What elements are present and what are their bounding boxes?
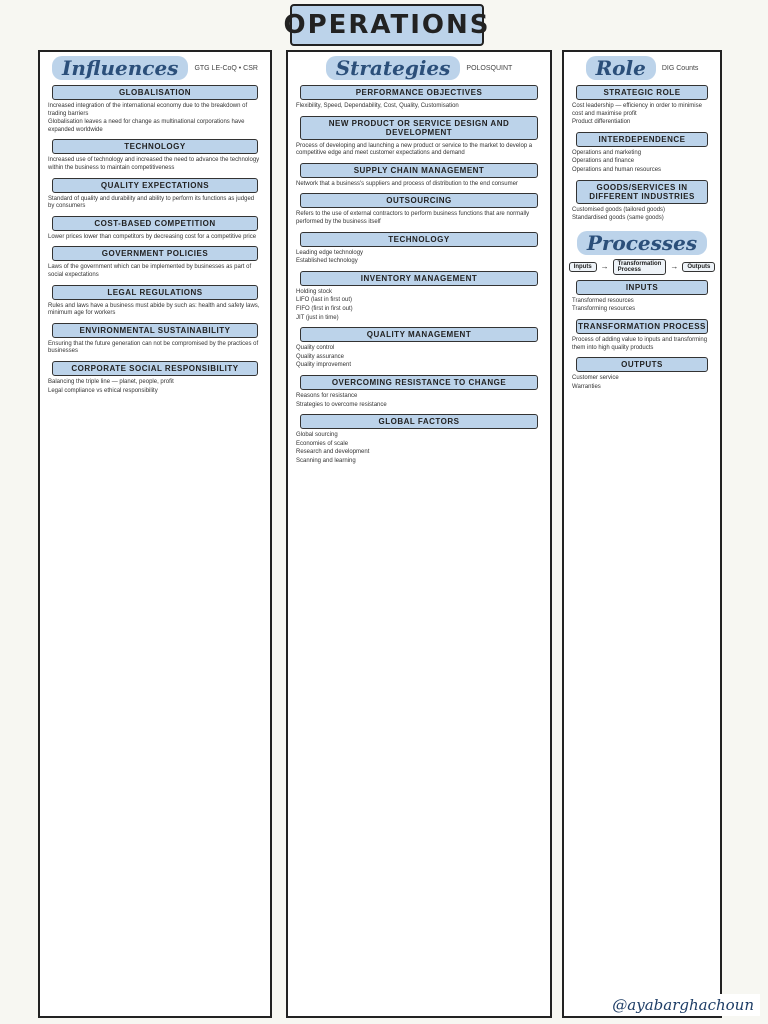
strategies-sections xyxy=(294,85,544,465)
section-text: Ensuring that the future generation can not be compromised by the practices of businesses xyxy=(48,340,259,355)
section-text: Legal compliance vs ethical responsibility xyxy=(48,387,158,394)
section-text: Lower prices lower than competitors by decreasing cost for a competitive price xyxy=(48,233,257,240)
flow-inputs: Inputs xyxy=(569,262,597,272)
section-title: OUTPUTS xyxy=(576,357,708,372)
role-heading: Role xyxy=(586,56,656,80)
influences-column xyxy=(38,50,272,1018)
section-text: Process of developing and launching a new product or service to the market to develop a competitive edge and meet customer expectations and demand xyxy=(296,142,533,157)
section-text: Quality assurance xyxy=(296,353,345,360)
process-sections xyxy=(570,280,714,392)
section-title: LEGAL REGULATIONS xyxy=(52,285,258,300)
section-text: Strategies to overcome resistance xyxy=(296,401,387,408)
section-text: Operations and human resources xyxy=(572,166,662,173)
section-text: Increased integration of the international economy due to the breakdown of trading barriers xyxy=(48,103,248,117)
section-title: COST-BASED COMPETITION xyxy=(52,216,258,231)
section-text: Warranties xyxy=(572,383,601,390)
author-handle: @ayabarghachoun xyxy=(606,994,760,1016)
section-text: Quality control xyxy=(296,345,335,352)
arrow-right-icon: → xyxy=(670,262,679,272)
role-column xyxy=(562,50,722,1018)
process-flow xyxy=(570,259,714,275)
section-text: Globalisation leaves a need for change as multinational corporations have expanded worldwide xyxy=(48,119,245,133)
processes-heading: Processes xyxy=(577,231,707,255)
section-text: Customer service xyxy=(572,375,619,382)
arrow-right-icon: → xyxy=(600,262,609,272)
influences-heading: Influences xyxy=(52,56,188,80)
section-title: PERFORMANCE OBJECTIVES xyxy=(300,85,538,100)
section-text: Scanning and learning xyxy=(296,457,356,464)
section-text: Rules and laws have a business must abide by such as: health and safety laws, minimum age for workers xyxy=(48,302,260,317)
strategies-tag: POLOSQUINT xyxy=(466,64,513,72)
section-title: INTERDEPENDENCE xyxy=(576,132,708,147)
section-title: INPUTS xyxy=(576,280,708,295)
section-text: Economies of scale xyxy=(296,440,349,447)
section-title: INVENTORY MANAGEMENT xyxy=(300,271,538,286)
section-title: GLOBAL FACTORS xyxy=(300,414,538,429)
section-title: OUTSOURCING xyxy=(300,193,538,208)
strategies-heading: Strategies xyxy=(326,56,461,80)
section-title: ENVIRONMENTAL SUSTAINABILITY xyxy=(52,323,258,338)
flow-outputs: Outputs xyxy=(682,262,715,272)
strategies-column xyxy=(286,50,552,1018)
section-text: Cost leadership — efficiency in order to minimise cost and maximise profit xyxy=(572,103,702,117)
section-text: Standard of quality and durability and ability to perform its functions as judged by consumers xyxy=(48,195,255,210)
section-title: SUPPLY CHAIN MANAGEMENT xyxy=(300,163,538,178)
influences-sections xyxy=(46,85,264,395)
flow-transformation: Transformation Process xyxy=(613,259,667,275)
processes-header xyxy=(570,231,714,255)
section-text: Laws of the government which can be implemented by businesses as part of social expectations xyxy=(48,264,252,278)
section-text: Network that a business's suppliers and process of distribution to the end consumer xyxy=(296,180,518,187)
section-text: Leading edge technology xyxy=(296,249,364,256)
section-title: GOODS/SERVICES IN DIFFERENT INDUSTRIES xyxy=(576,180,708,204)
section-title: GLOBALISATION xyxy=(52,85,258,100)
section-title: TECHNOLOGY xyxy=(300,232,538,247)
section-text: Flexibility, Speed, Dependability, Cost, Quality, Customisation xyxy=(296,103,459,109)
section-text: Global sourcing xyxy=(296,432,338,439)
section-title: OVERCOMING RESISTANCE TO CHANGE xyxy=(300,375,538,390)
section-text: Increased use of technology and increased the need to advance the technology within the business to maintain competitiveness xyxy=(48,157,260,171)
section-title: STRATEGIC ROLE xyxy=(576,85,708,100)
section-text: Holding stock xyxy=(296,288,333,295)
section-text: Customised goods (tailored goods) xyxy=(572,206,666,213)
page-title-banner xyxy=(283,4,491,46)
section-title: QUALITY MANAGEMENT xyxy=(300,327,538,342)
strategies-header xyxy=(294,56,544,80)
section-text: JIT (just in time) xyxy=(296,314,339,321)
section-text: Operations and marketing xyxy=(572,149,642,156)
page-title: OPERATIONS xyxy=(283,10,491,40)
section-title: QUALITY EXPECTATIONS xyxy=(52,178,258,193)
section-text: Quality improvement xyxy=(296,362,352,369)
section-text: Research and development xyxy=(296,449,370,456)
section-text: Standardised goods (same goods) xyxy=(572,215,664,222)
section-text: Operations and finance xyxy=(572,158,635,165)
section-title: TRANSFORMATION PROCESS xyxy=(576,319,708,334)
role-header xyxy=(570,56,714,80)
influences-header xyxy=(46,56,264,80)
section-title: NEW PRODUCT OR SERVICE DESIGN AND DEVELOPMENT xyxy=(300,116,538,140)
section-text: Transforming resources xyxy=(572,306,636,313)
section-text: Process of adding value to inputs and transforming them into high quality products xyxy=(572,336,708,351)
role-tag: DIG Counts xyxy=(661,64,699,72)
section-text: Transformed resources xyxy=(572,297,634,304)
section-title: GOVERNMENT POLICIES xyxy=(52,246,258,261)
section-title: TECHNOLOGY xyxy=(52,139,258,154)
section-text: Reasons for resistance xyxy=(296,392,358,399)
section-text: LIFO (last in first out) xyxy=(296,297,353,304)
section-title: CORPORATE SOCIAL RESPONSIBILITY xyxy=(52,361,258,376)
influences-tag: GTG LE-CoQ • CSR xyxy=(194,64,258,72)
role-sections xyxy=(570,85,714,223)
section-text: Refers to the use of external contractors to perform business functions that are normally performed by the business itself xyxy=(296,211,530,225)
section-text: Balancing the triple line — planet, people, profit xyxy=(48,378,174,385)
section-text: Established technology xyxy=(296,258,358,265)
section-text: Product differentiation xyxy=(572,119,631,126)
section-text: FIFO (first in first out) xyxy=(296,305,353,312)
